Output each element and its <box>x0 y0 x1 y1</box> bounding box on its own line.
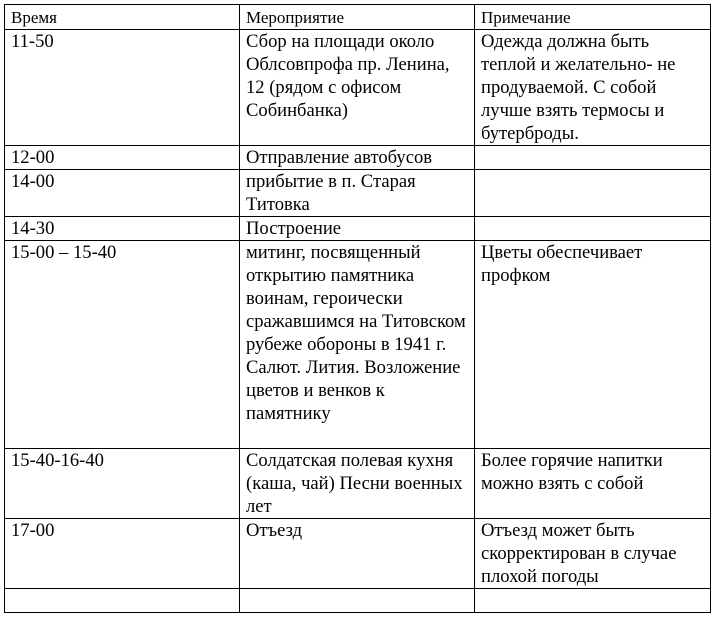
table-row <box>5 449 711 519</box>
schedule-table <box>4 4 711 613</box>
table-row <box>5 519 711 589</box>
cell-time: 12-00 <box>5 146 240 170</box>
table-row <box>5 217 711 241</box>
cell-event: прибытие в п. Старая Титовка <box>240 170 475 217</box>
cell-event: Солдатская полевая кухня (каша, чай) Песни военных лет <box>240 449 475 519</box>
cell-note <box>475 589 711 613</box>
cell-time: 11-50 <box>5 30 240 146</box>
cell-note <box>475 217 711 241</box>
cell-time: 14-00 <box>5 170 240 217</box>
table-row <box>5 170 711 217</box>
cell-note: Одежда должна быть теплой и желательно- не продуваемой. С собой лучше взять термосы и бутерброды. <box>475 30 711 146</box>
cell-time: 15-40-16-40 <box>5 449 240 519</box>
cell-event <box>240 589 475 613</box>
cell-note <box>475 146 711 170</box>
header-time: Время <box>5 5 240 30</box>
cell-time <box>5 589 240 613</box>
table-row <box>5 241 711 449</box>
table-row <box>5 146 711 170</box>
cell-event: Отъезд <box>240 519 475 589</box>
cell-time: 14-30 <box>5 217 240 241</box>
table-row <box>5 30 711 146</box>
header-event: Мероприятие <box>240 5 475 30</box>
cell-time: 17-00 <box>5 519 240 589</box>
cell-event: Отправление автобусов <box>240 146 475 170</box>
cell-note <box>475 170 711 217</box>
cell-note: Отъезд может быть скорректирован в случае плохой погоды <box>475 519 711 589</box>
cell-event: митинг, посвященный открытию памятника воинам, героически сражавшимся на Титовском рубеже обороны в 1941 г. Салют. Лития. Возложение цветов и венков к памятнику <box>240 241 475 449</box>
cell-event: Сбор на площади около Облсовпрофа пр. Ленина, 12 (рядом с офисом Собинбанка) <box>240 30 475 146</box>
cell-event: Построение <box>240 217 475 241</box>
header-note: Примечание <box>475 5 711 30</box>
cell-time: 15-00 – 15-40 <box>5 241 240 449</box>
table-header-row <box>5 5 711 30</box>
table-row-empty <box>5 589 711 613</box>
cell-note: Цветы обеспечивает профком <box>475 241 711 449</box>
cell-note: Более горячие напитки можно взять с собой <box>475 449 711 519</box>
